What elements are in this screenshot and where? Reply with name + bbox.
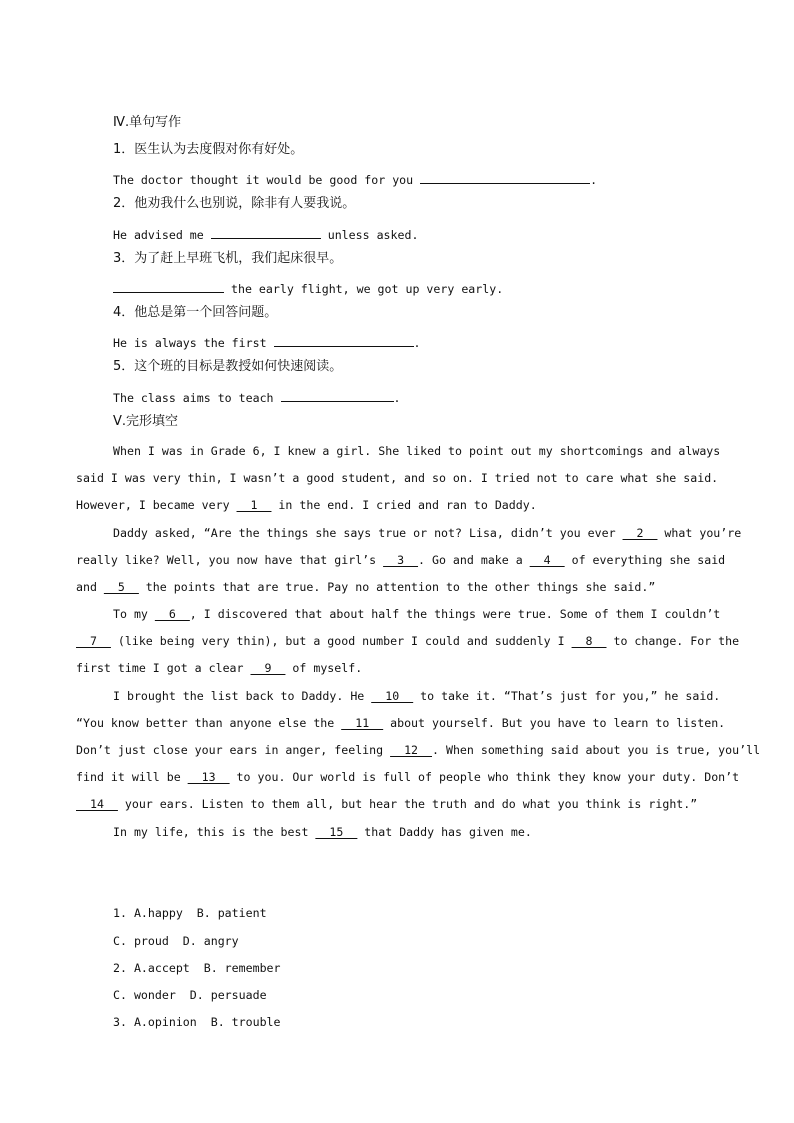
paragraph-2-line-1: Daddy asked, “Are the things she says true or not? Lisa, didn’t you ever __2__ what you’re [113,526,742,540]
paragraph-3-line-1: To my __6__, I discovered that about half the things were true. Some of them I couldn’t [113,607,721,621]
question-1-chinese: 1．医生认为去度假对你有好处。 [113,142,304,157]
paragraph-1-line-1: When I was in Grade 6, I knew a girl. She liked to point out my shortcomings and always [113,444,721,458]
cloze-blank-4[interactable]: __4__ [529,553,565,567]
option-line-1: 1. A.happy B. patient [113,906,267,920]
question-3-chinese: 3．为了赶上早班飞机，我们起床很早。 [113,251,343,266]
answer-blank-2[interactable] [211,227,321,239]
paragraph-4-line-3: Don’t just close your ears in anger, feeling __12__. When something said about you is true, you’ll [76,743,761,757]
cloze-blank-3[interactable]: __3__ [383,553,419,567]
cloze-blank-1[interactable]: __1__ [236,498,272,512]
paragraph-2-line-3: and __5__ the points that are true. Pay no attention to the other things she said.” [76,580,656,594]
cloze-blank-10[interactable]: __10__ [371,689,414,703]
cloze-blank-12[interactable]: __12__ [390,743,432,757]
paragraph-5-line-1: In my life, this is the best __15__ that Daddy has given me. [113,825,532,839]
option-line-3: 2. A.accept B. remember [113,961,281,975]
paragraph-1-line-3: However, I became very __1__ in the end. I cried and ran to Daddy. [76,498,537,512]
paragraph-4-line-1: I brought the list back to Daddy. He __10__ to take it. “That’s just for you,” he said. [113,689,721,703]
question-2-english: He advised me unless asked. [113,228,419,242]
question-2-chinese: 2．他劝我什么也别说，除非有人要我说。 [113,196,356,211]
cloze-blank-6[interactable]: __6__ [154,607,190,621]
answer-blank-3[interactable] [113,281,224,293]
paragraph-3-line-3: first time I got a clear __9__ of myself. [76,661,363,675]
paragraph-4-line-2: “You know better than anyone else the __11__ about yourself. But you have to learn to listen. [76,716,726,730]
cloze-blank-14[interactable]: __14__ [76,797,118,811]
question-4-english: He is always the first . [113,336,421,350]
paragraph-2-line-2: really like? Well, you now have that girl’s __3__. Go and make a __4__ of everything she said [76,553,726,567]
cloze-blank-9[interactable]: __9__ [250,661,286,675]
option-line-2: C. proud D. angry [113,934,239,948]
option-line-5: 3. A.opinion B. trouble [113,1015,281,1029]
paragraph-4-line-5: __14__ your ears. Listen to them all, but hear the truth and do what you think is right.” [76,797,698,811]
answer-blank-4[interactable] [274,335,414,347]
cloze-blank-8[interactable]: __8__ [571,634,607,648]
paragraph-3-line-2: __7__ (like being very thin), but a good number I could and suddenly I __8__ to change. For the [76,634,740,648]
question-3-english: the early flight, we got up very early. [113,281,503,296]
cloze-blank-5[interactable]: __5__ [103,580,139,594]
answer-blank-5[interactable] [281,390,394,402]
paragraph-1-line-2: said I was very thin, I wasn’t a good student, and so on. I tried not to care what she said. [76,471,719,485]
cloze-blank-11[interactable]: __11__ [341,716,384,730]
question-5-chinese: 5．这个班的目标是教授如何快速阅读。 [113,359,343,374]
paragraph-4-line-4: find it will be __13__ to you. Our world is full of people who think they know your duty. Don’t [76,770,740,784]
section-4-heading: Ⅳ.单句写作 [113,115,182,130]
cloze-blank-13[interactable]: __13__ [187,770,230,784]
option-line-4: C. wonder D. persuade [113,988,267,1002]
cloze-blank-2[interactable]: __2__ [622,526,658,540]
cloze-blank-7[interactable]: __7__ [76,634,111,648]
cloze-blank-15[interactable]: __15__ [315,825,358,839]
question-4-chinese: 4．他总是第一个回答问题。 [113,305,278,320]
question-1-english: The doctor thought it would be good for you . [113,173,598,187]
answer-blank-1[interactable] [420,172,590,184]
question-5-english: The class aims to teach . [113,391,401,405]
section-5-heading: Ⅴ.完形填空 [113,414,179,429]
